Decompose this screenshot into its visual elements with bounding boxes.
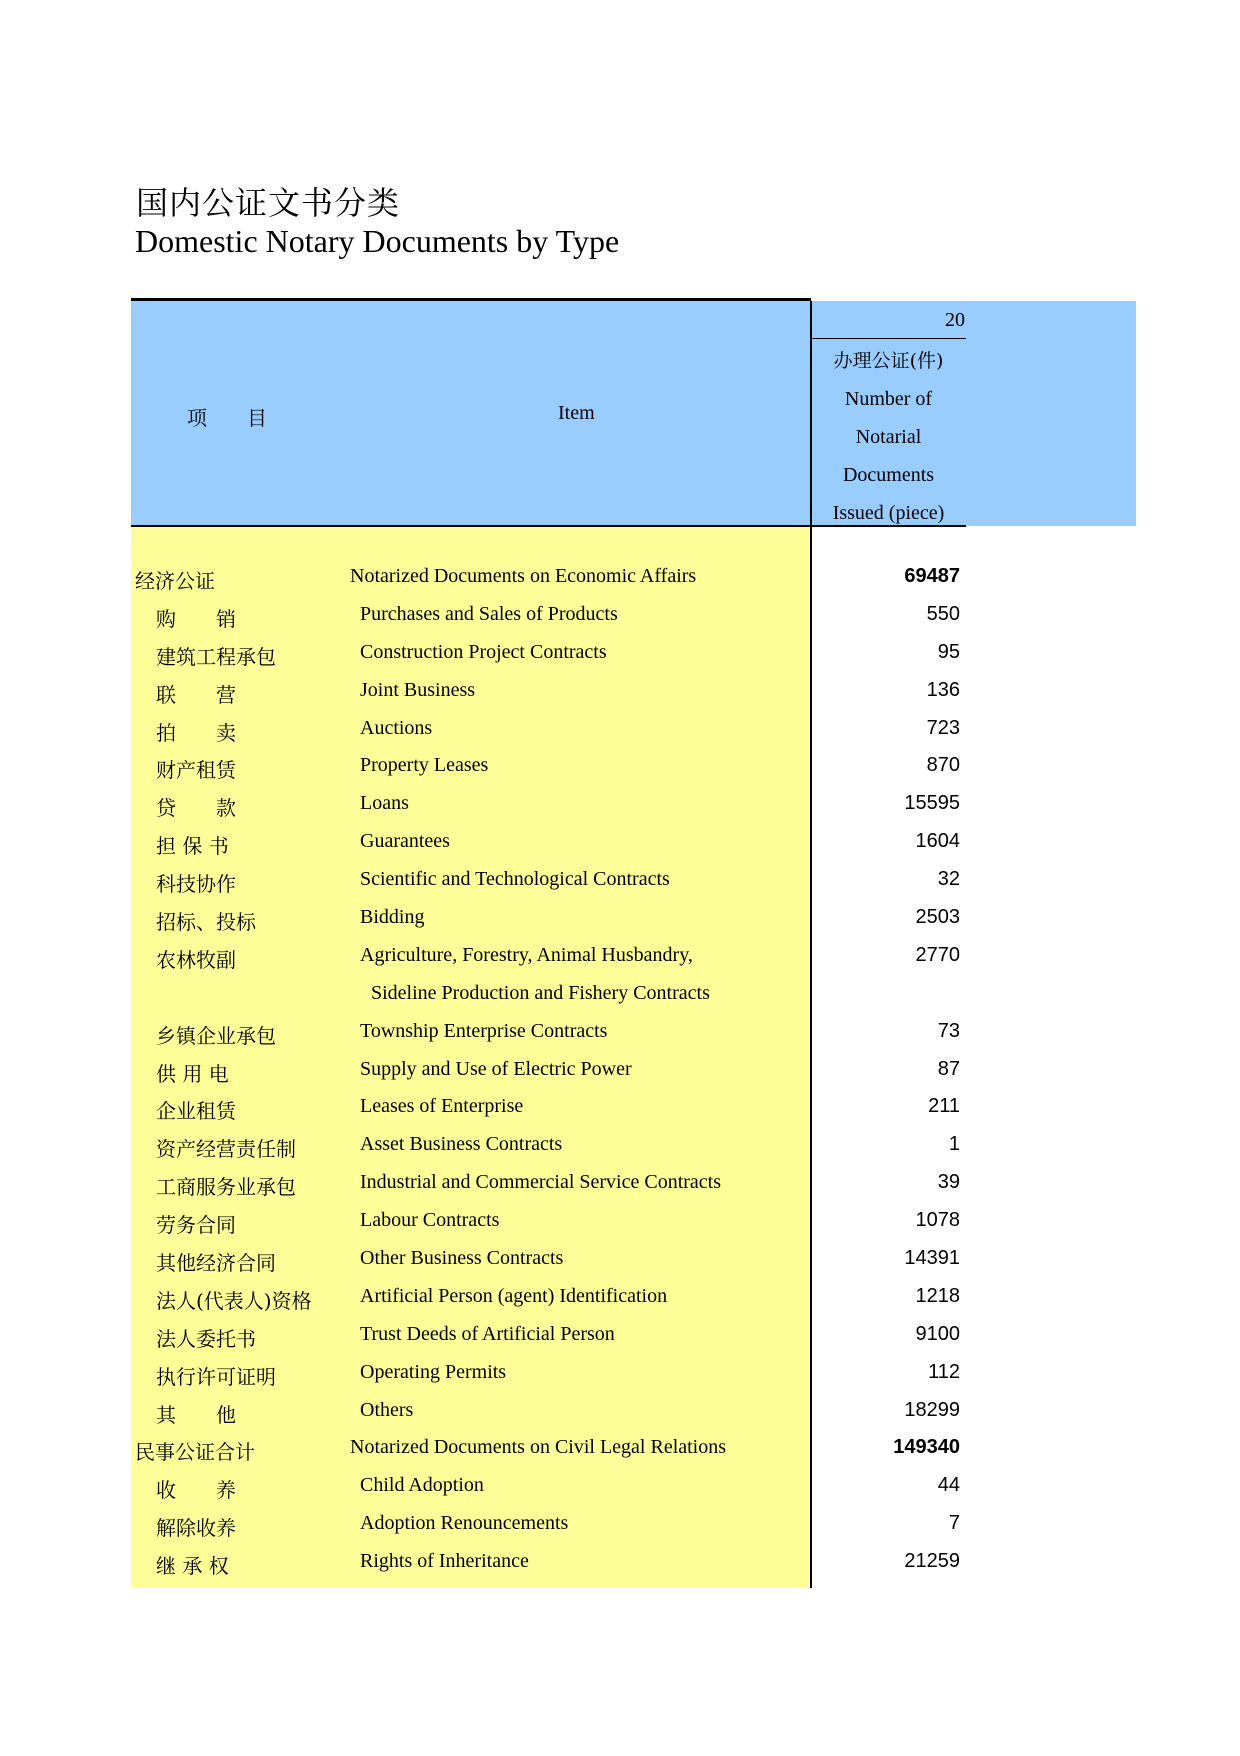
header-value-en-line: Number of <box>844 388 933 410</box>
row-label-cn: 继 承 权 <box>156 1554 229 1579</box>
table-row-total <box>0 1436 1240 1474</box>
table-row <box>0 1361 1240 1399</box>
row-value: 2770 <box>915 943 960 966</box>
row-label-cn: 拍 卖 <box>156 720 236 745</box>
row-label-cn: 购 销 <box>156 606 236 631</box>
row-value: 2503 <box>915 906 960 929</box>
table-row <box>0 982 1240 1020</box>
header-year: 20 <box>945 309 965 331</box>
table-row <box>0 1209 1240 1247</box>
table-row <box>0 1512 1240 1550</box>
row-label-en: Operating Permits <box>360 1360 507 1383</box>
row-label-cn: 财产租赁 <box>156 758 236 783</box>
row-label-en: Notarized Documents on Civil Legal Relations <box>350 1436 727 1459</box>
table-row <box>0 1171 1240 1209</box>
table-row <box>0 717 1240 755</box>
row-value: 9100 <box>915 1322 960 1345</box>
row-label-en: Sideline Production and Fishery Contracts <box>371 981 710 1004</box>
row-value: 723 <box>926 716 960 739</box>
row-value: 136 <box>926 678 960 701</box>
header-value-column <box>811 342 966 532</box>
row-value: 39 <box>937 1171 960 1194</box>
row-value: 112 <box>928 1360 960 1383</box>
row-label-en: Township Enterprise Contracts <box>360 1019 608 1042</box>
row-label-cn: 执行许可证明 <box>156 1364 276 1389</box>
header-value-en-line: Notarial <box>855 426 922 448</box>
row-value: 550 <box>926 602 960 625</box>
table-row <box>0 830 1240 868</box>
row-label-cn: 法人委托书 <box>156 1326 256 1351</box>
row-label-en: Leases of Enterprise <box>360 1095 524 1118</box>
row-label-en: Guarantees <box>360 830 450 853</box>
row-value: 870 <box>926 754 960 777</box>
row-label-cn: 解除收养 <box>156 1516 236 1541</box>
row-label-en: Artificial Person (agent) Identification <box>360 1284 668 1307</box>
row-value: 21259 <box>904 1550 960 1573</box>
row-label-cn: 科技协作 <box>156 872 236 897</box>
row-label-cn: 其他经济合同 <box>156 1251 276 1276</box>
table-row <box>0 1133 1240 1171</box>
row-label-cn: 工商服务业承包 <box>156 1175 296 1200</box>
header-value-en-line: Issued (piece) <box>832 502 945 524</box>
row-label-en: Construction Project Contracts <box>360 640 607 663</box>
row-label-cn: 建筑工程承包 <box>156 644 276 669</box>
table-row <box>0 603 1240 641</box>
row-label-en: Bidding <box>360 906 425 929</box>
table-row <box>0 641 1240 679</box>
row-value: 1078 <box>915 1209 960 1232</box>
row-label-cn: 供 用 电 <box>156 1061 229 1086</box>
table-row <box>0 754 1240 792</box>
row-value: 1 <box>948 1133 960 1156</box>
header-value-en-line: Documents <box>842 464 935 486</box>
row-label-en: Others <box>360 1398 414 1421</box>
table-row <box>0 1095 1240 1133</box>
table-row <box>0 1323 1240 1361</box>
row-label-en: Child Adoption <box>360 1474 484 1497</box>
table-row <box>0 792 1240 830</box>
row-label-en: Agriculture, Forestry, Animal Husbandry, <box>360 943 693 966</box>
row-label-en: Purchases and Sales of Products <box>360 602 618 625</box>
row-label-cn: 联 营 <box>156 682 236 707</box>
row-value: 14391 <box>904 1247 960 1270</box>
row-label-cn: 经济公证 <box>135 569 215 593</box>
table-body <box>0 565 1240 1588</box>
row-label-cn: 法人(代表人)资格 <box>156 1288 312 1313</box>
table-header-background <box>131 301 1136 526</box>
row-value: 18299 <box>904 1398 960 1421</box>
row-value: 15595 <box>904 792 960 815</box>
row-label-en: Joint Business <box>360 678 476 701</box>
row-label-en: Notarized Documents on Economic Affairs <box>350 565 697 587</box>
row-label-en: Labour Contracts <box>360 1209 500 1232</box>
page-title-en: Domestic Notary Documents by Type <box>135 223 620 259</box>
row-label-en: Scientific and Technological Contracts <box>360 868 670 891</box>
table-row <box>0 868 1240 906</box>
row-label-cn: 资产经营责任制 <box>156 1137 296 1162</box>
row-value: 69487 <box>904 565 960 587</box>
row-label-en: Asset Business Contracts <box>360 1133 563 1156</box>
header-item-cn: 项 目 <box>187 406 267 430</box>
row-label-cn: 企业租赁 <box>156 1099 236 1124</box>
header-value-cn: 办理公证(件) <box>833 350 944 372</box>
year-underline <box>811 338 966 339</box>
row-value: 44 <box>937 1474 960 1497</box>
row-label-cn: 乡镇企业承包 <box>156 1023 276 1048</box>
row-label-cn: 其 他 <box>156 1402 236 1427</box>
row-label-cn: 劳务合同 <box>156 1213 236 1238</box>
table-row <box>0 679 1240 717</box>
row-label-en: Trust Deeds of Artificial Person <box>360 1322 615 1345</box>
table-row-total <box>0 565 1240 603</box>
row-value: 7 <box>948 1512 960 1535</box>
row-label-cn: 民事公证合计 <box>135 1440 255 1465</box>
table-row <box>0 906 1240 944</box>
table-row <box>0 1550 1240 1588</box>
row-label-cn: 担 保 书 <box>156 834 229 859</box>
table-row <box>0 1020 1240 1058</box>
row-label-cn: 招标、投标 <box>156 910 256 935</box>
row-value: 87 <box>937 1057 960 1080</box>
row-label-cn: 农林牧副 <box>156 947 236 972</box>
row-label-en: Industrial and Commercial Service Contracts <box>360 1171 722 1194</box>
row-label-en: Property Leases <box>360 754 489 777</box>
row-label-en: Auctions <box>360 716 433 739</box>
row-value: 95 <box>937 640 960 663</box>
table-top-rule <box>131 298 811 301</box>
table-row <box>0 1399 1240 1437</box>
row-label-en: Adoption Renouncements <box>360 1512 569 1535</box>
row-label-en: Rights of Inheritance <box>360 1550 529 1573</box>
row-value: 149340 <box>893 1436 960 1459</box>
header-item-en: Item <box>558 402 595 424</box>
page-title-cn: 国内公证文书分类 <box>136 184 401 222</box>
table-row <box>0 944 1240 982</box>
row-value: 1218 <box>915 1284 960 1307</box>
row-value: 73 <box>937 1019 960 1042</box>
row-label-en: Loans <box>360 792 409 815</box>
table-row <box>0 1474 1240 1512</box>
row-value: 1604 <box>915 830 960 853</box>
table-row <box>0 1247 1240 1285</box>
row-label-cn: 收 养 <box>156 1478 236 1503</box>
table-row <box>0 1285 1240 1323</box>
row-label-en: Supply and Use of Electric Power <box>360 1057 632 1080</box>
row-label-cn: 贷 款 <box>156 796 236 821</box>
table-row <box>0 1058 1240 1096</box>
row-label-en: Other Business Contracts <box>360 1247 564 1270</box>
row-value: 211 <box>928 1095 960 1118</box>
row-value: 32 <box>937 868 960 891</box>
